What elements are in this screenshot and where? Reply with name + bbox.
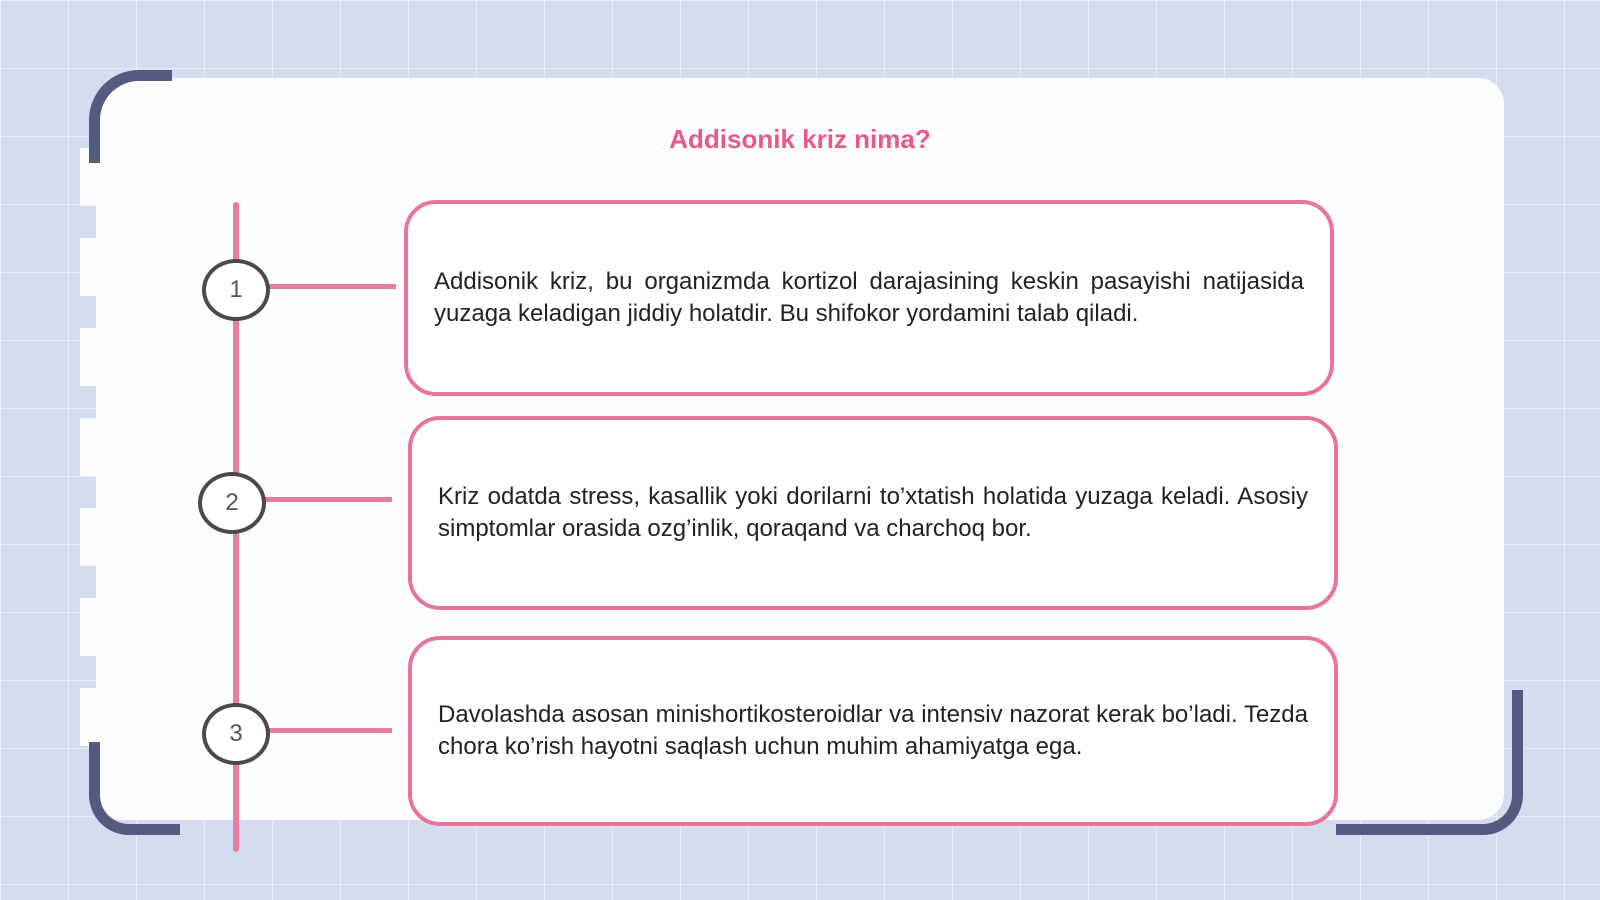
timeline-connector	[268, 284, 396, 289]
corner-bracket-bottom-right	[1336, 690, 1523, 835]
info-box	[404, 200, 1334, 396]
step-number-badge	[202, 703, 270, 765]
info-box	[408, 416, 1338, 610]
step-number: 2	[225, 489, 239, 516]
info-text: Kriz odatda stress, kasallik yoki dorilarni to’xtatish holatida yuzaga keladi. Asosiy simptomlar orasida ozg’inlik, qoraqand va charchoq bor.	[438, 483, 1308, 542]
step-number-badge	[198, 472, 266, 534]
corner-bracket-top-left	[89, 70, 172, 163]
timeline-connector	[264, 497, 392, 502]
corner-bracket-bottom-left	[89, 742, 180, 835]
info-box	[408, 636, 1338, 826]
info-text: Davolashda asosan minishortikosteroidlar va intensiv nazorat kerak bo’ladi. Tezda chora ko’rish hayotni saqlash uchun muhim ahamiyatga ega.	[438, 701, 1308, 760]
step-number-badge	[202, 259, 270, 321]
step-number: 3	[229, 720, 243, 747]
slide-title: Addisonik kriz nima?	[669, 124, 931, 154]
step-number: 1	[229, 276, 243, 303]
info-text: Addisonik kriz, bu organizmda kortizol darajasining keskin pasayishi natijasida yuzaga keladigan jiddiy holatdir. Bu shifokor yordamini talab qiladi.	[434, 268, 1304, 327]
timeline-connector	[268, 728, 392, 733]
